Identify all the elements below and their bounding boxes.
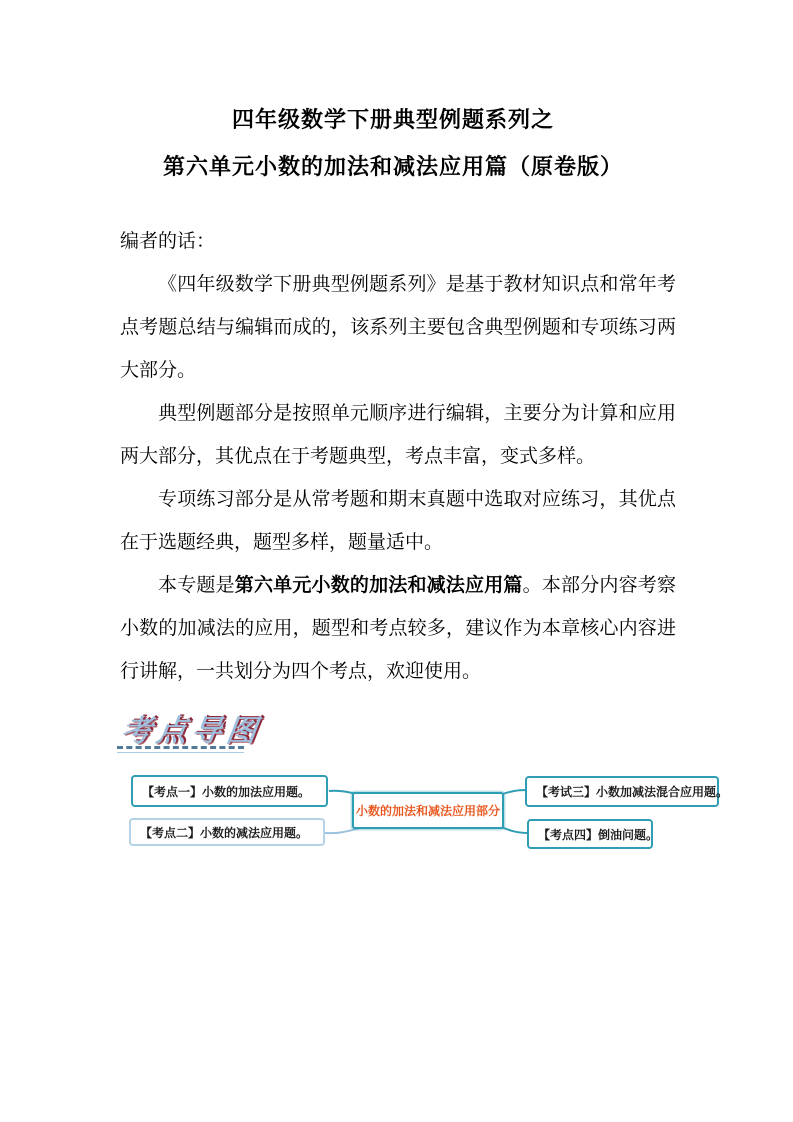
mindmap-node-kaodian-4: 【考点四】倒油问题。 — [527, 819, 653, 849]
paragraph-text: 本专题是 — [158, 575, 235, 596]
section-title-wordart: 考点导图 — [119, 715, 264, 748]
page-title — [110, 96, 676, 190]
editor-note-heading: 编者的话： — [120, 231, 216, 252]
paragraph-bold-text: 第六单元小数的加法和减法应用篇 — [234, 575, 523, 596]
mindmap-node-kaodian-2: 【考点二】小数的减法应用题。 — [129, 818, 325, 846]
editor-note-paragraph: 典型例题部分是按照单元顺序进行编辑，主要分为计算和应用两大部分，其优点在于考题典型，考点丰富，变式多样。 — [120, 403, 676, 467]
mindmap-center-node: 小数的加法和减法应用部分 — [352, 792, 504, 829]
editor-note-paragraph: 专项练习部分是从常考题和期末真题中选取对应练习，其优点在于选题经典，题型多样，题量适中。 — [120, 489, 676, 553]
wordart-underline — [117, 746, 244, 753]
editor-note — [120, 220, 676, 693]
paragraph-text: 。本部分内容考察小数的加减法的应用，题型和考点较多，建议作为本章核心内容进行讲解，一共划分为四个考点，欢迎使用。 — [120, 575, 676, 682]
editor-note-paragraph — [120, 564, 676, 693]
mindmap-node-kaoshi-3: 【考试三】小数加减法混合应用题。 — [525, 776, 719, 807]
page-title-line-2: 第六单元小数的加法和减法应用篇（原卷版） — [162, 154, 623, 179]
mindmap-node-kaodian-1: 【考点一】小数的加法应用题。 — [131, 775, 328, 807]
editor-note-paragraph: 《四年级数学下册典型例题系列》是基于教材知识点和常年考点考题总结与编辑而成的，该系列主要包含典型例题和专项练习两大部分。 — [120, 274, 676, 381]
page-title-line-1: 四年级数学下册典型例题系列之 — [231, 107, 554, 132]
